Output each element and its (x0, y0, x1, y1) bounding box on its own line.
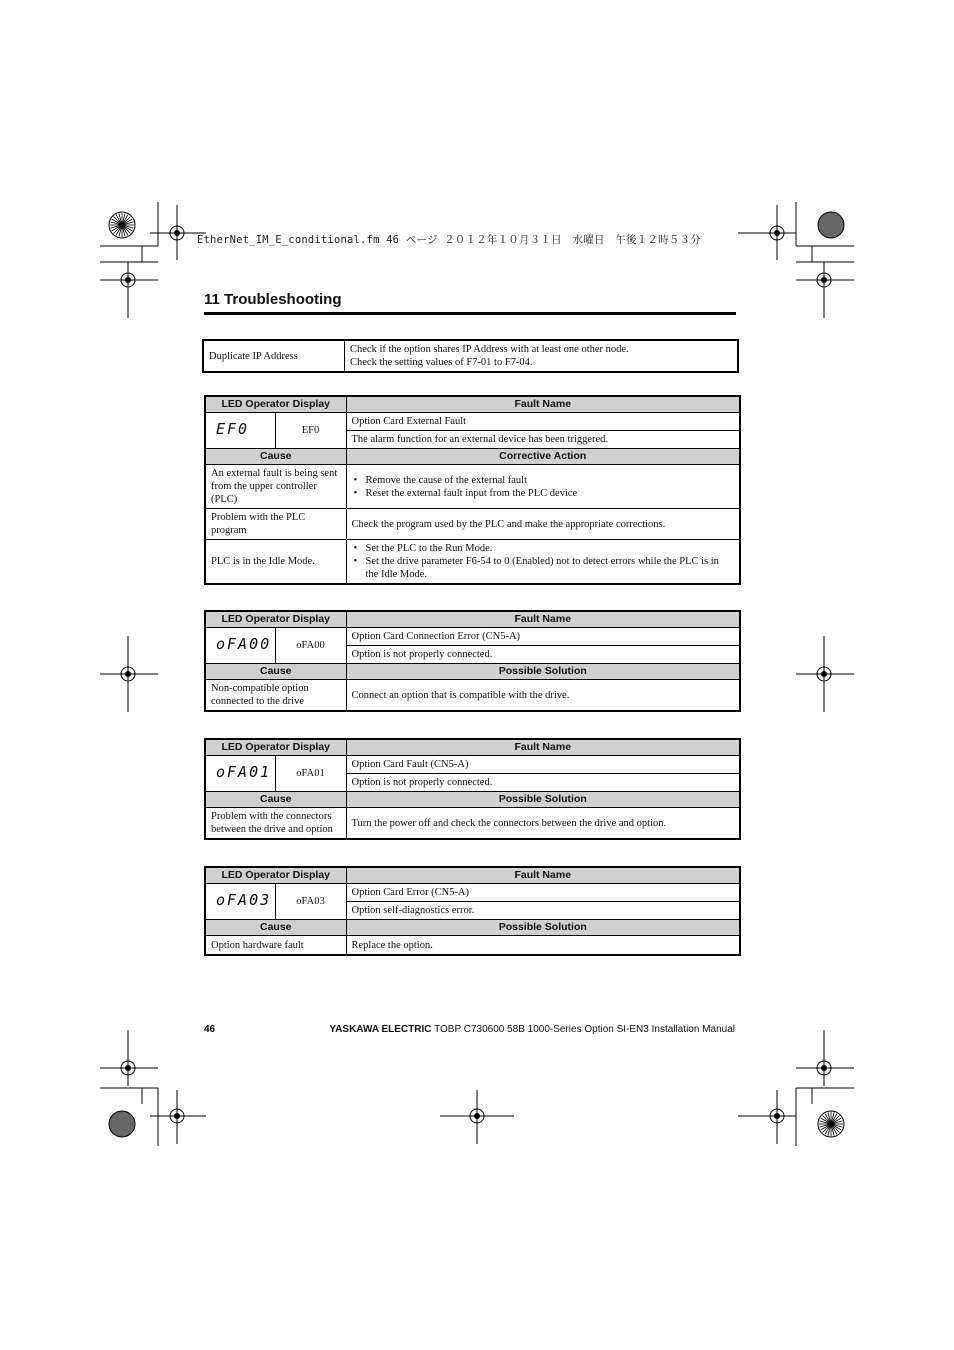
table-row (205, 680, 740, 712)
action-text: Turn the power off and check the connectors between the drive and option. (351, 817, 667, 829)
fault-name: Option Card Error (CN5-A) (346, 884, 740, 902)
action-text: Connect an option that is compatible with the drive. (351, 689, 570, 701)
title-rule (204, 312, 736, 315)
table-row (205, 413, 740, 431)
led-segment-display (205, 756, 275, 792)
seven-seg-code: oFA00 (216, 635, 272, 653)
cause-cell: Non-compatible option connected to the drive (205, 680, 346, 712)
fault-description: Option is not properly connected. (346, 774, 740, 792)
dup-label: Duplicate IP Address (203, 340, 345, 372)
header-cause: Cause (205, 449, 346, 465)
cause-cell: An external fault is being sent from the upper controller (PLC) (205, 465, 346, 509)
starburst-target-br (818, 1111, 844, 1137)
action-cell (346, 680, 740, 712)
table-row (205, 936, 740, 956)
header-fault: Fault Name (346, 867, 740, 884)
table-header-row (205, 396, 740, 413)
header-action: Possible Solution (346, 792, 740, 808)
table-header-row (205, 739, 740, 756)
table-row (205, 884, 740, 902)
seven-seg-code: oFA03 (216, 891, 272, 909)
source-filename: EtherNet_IM_E_conditional.fm 46 ページ ２０１２年１０月３１日 水曜日 午後１２時５３分 (197, 234, 701, 246)
header-led: LED Operator Display (205, 867, 346, 884)
fault-table-0 (204, 395, 741, 585)
fault-code: oFA00 (275, 628, 346, 664)
dup-line-2: Check the setting values of F7-01 to F7-04. (350, 357, 533, 368)
action-cell (346, 509, 740, 540)
section-title: 11 Troubleshooting (204, 291, 342, 308)
table-row (205, 756, 740, 774)
action-item: • Reset the external fault input from the PLC device (366, 487, 735, 500)
manual-title: TOBP C730600 58B 1000-Series Option SI-EN3 Installation Manual (431, 1024, 735, 1035)
header-cause: Cause (205, 664, 346, 680)
header-action: Corrective Action (346, 449, 740, 465)
led-segment-display (205, 884, 275, 920)
duplicate-ip-table (202, 339, 739, 373)
table-header-row (205, 792, 740, 808)
action-cell (346, 936, 740, 956)
fault-description: Option is not properly connected. (346, 646, 740, 664)
header-led: LED Operator Display (205, 611, 346, 628)
cause-cell: Problem with the connectors between the drive and option (205, 808, 346, 840)
action-cell (346, 540, 740, 585)
starburst-target-tl (109, 212, 135, 238)
dup-line-1: Check if the option shares IP Address with at least one other node. (350, 344, 629, 355)
header-led: LED Operator Display (205, 396, 346, 413)
fault-table-2 (204, 738, 741, 840)
seven-seg-code: oFA01 (216, 763, 272, 781)
fault-name: Option Card External Fault (346, 413, 740, 431)
header-cause: Cause (205, 920, 346, 936)
table-row (205, 540, 740, 585)
fault-code: oFA03 (275, 884, 346, 920)
header-fault: Fault Name (346, 396, 740, 413)
fault-description: Option self-diagnostics error. (346, 902, 740, 920)
led-segment-display (205, 628, 275, 664)
table-row (205, 509, 740, 540)
action-cell (346, 465, 740, 509)
header-fault: Fault Name (346, 739, 740, 756)
table-row (205, 465, 740, 509)
header-led: LED Operator Display (205, 739, 346, 756)
fault-table-1 (204, 610, 741, 712)
table-row (205, 808, 740, 840)
action-item: • Set the drive parameter F6-54 to 0 (Enabled) not to detect errors while the PLC is in the Idle Mode. (366, 555, 735, 581)
fault-code: EF0 (275, 413, 346, 449)
brand-name: YASKAWA ELECTRIC (329, 1024, 432, 1035)
table-row (203, 340, 738, 372)
fault-table-3 (204, 866, 741, 956)
led-segment-display (205, 413, 275, 449)
table-header-row (205, 867, 740, 884)
fault-name: Option Card Fault (CN5-A) (346, 756, 740, 774)
header-action: Possible Solution (346, 664, 740, 680)
header-action: Possible Solution (346, 920, 740, 936)
seven-seg-code: EF0 (216, 420, 250, 438)
gray-target-tr (818, 212, 844, 238)
table-header-row (205, 664, 740, 680)
header-fault: Fault Name (346, 611, 740, 628)
action-text: Check the program used by the PLC and make the appropriate corrections. (351, 518, 666, 530)
action-item: • Set the PLC to the Run Mode. (366, 542, 735, 555)
dup-action (345, 340, 739, 372)
cause-cell: PLC is in the Idle Mode. (205, 540, 346, 585)
footer-title (329, 1024, 735, 1035)
fault-description: The alarm function for an external device has been triggered. (346, 431, 740, 449)
page-number: 46 (204, 1024, 216, 1035)
cause-cell: Option hardware fault (205, 936, 346, 956)
fault-name: Option Card Connection Error (CN5-A) (346, 628, 740, 646)
table-row (205, 628, 740, 646)
action-text: Replace the option. (351, 939, 433, 951)
header-cause: Cause (205, 792, 346, 808)
fault-code: oFA01 (275, 756, 346, 792)
table-header-row (205, 449, 740, 465)
action-item: • Remove the cause of the external fault (366, 474, 735, 487)
action-cell (346, 808, 740, 840)
gray-target-bl (109, 1111, 135, 1137)
table-header-row (205, 920, 740, 936)
table-header-row (205, 611, 740, 628)
cause-cell: Problem with the PLC program (205, 509, 346, 540)
